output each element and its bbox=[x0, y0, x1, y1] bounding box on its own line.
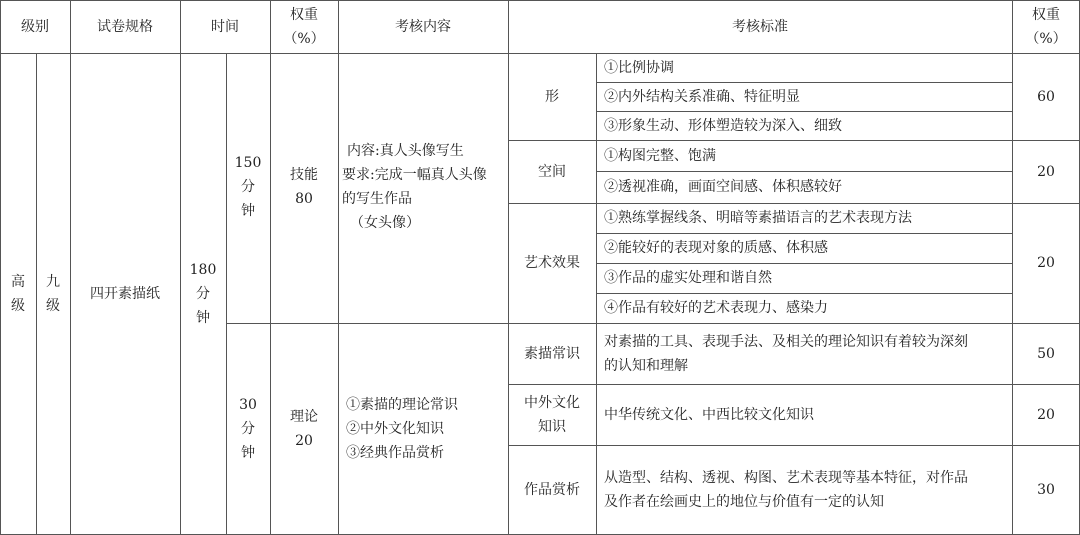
category-culture-knowledge bbox=[508, 384, 596, 445]
section-theory-weight-line: 20 bbox=[295, 433, 313, 449]
criterion-text bbox=[596, 323, 1012, 384]
category-space-weight: 20 bbox=[1037, 163, 1055, 180]
header-time: 时间 bbox=[211, 18, 239, 35]
section-skill-time-line: 分 bbox=[241, 179, 255, 195]
grid-line bbox=[180, 0, 181, 535]
level-major bbox=[0, 53, 36, 535]
grid-line bbox=[596, 293, 1012, 294]
grid-line bbox=[36, 53, 37, 535]
section-theory-content bbox=[338, 323, 508, 535]
header-weight-right-line2: （%） bbox=[1025, 30, 1067, 47]
criterion-text-line: 的认知和理解 bbox=[604, 357, 688, 374]
total-time-line: 钟 bbox=[196, 310, 210, 326]
criterion-text bbox=[596, 445, 1012, 535]
header-paper-spec: 试卷规格 bbox=[97, 18, 153, 35]
category-shape-weight: 60 bbox=[1037, 88, 1055, 105]
header-standard: 考核标准 bbox=[732, 18, 788, 35]
grid-line bbox=[596, 53, 597, 535]
paper-spec: 四开素描纸 bbox=[90, 286, 160, 302]
grid-line bbox=[596, 171, 1012, 172]
section-skill-content-line: 要求:完成一幅真人头像 bbox=[342, 167, 487, 183]
category-artistic-effect-weight: 20 bbox=[1037, 255, 1055, 271]
header-weight-right bbox=[1012, 0, 1080, 53]
criterion-item: ①比例协调 bbox=[604, 59, 674, 76]
grid-line bbox=[226, 323, 1080, 324]
criterion-item: ②内外结构关系准确、特征明显 bbox=[604, 88, 800, 105]
criterion-text-line: 从造型、结构、透视、构图、艺术表现等基本特征，对作品 bbox=[604, 470, 968, 486]
section-theory-weight-line: 理论 bbox=[290, 409, 318, 425]
grid-line bbox=[0, 53, 1080, 54]
grid-line bbox=[0, 0, 1, 535]
header-level: 级别 bbox=[21, 18, 49, 35]
criterion-item: ③作品的虚实处理和谐自然 bbox=[604, 270, 772, 286]
category-culture-knowledge-line: 中外文化 bbox=[524, 394, 580, 411]
section-skill-content-line: （女头像） bbox=[350, 215, 420, 231]
grid-line bbox=[508, 140, 1080, 141]
section-skill-content-line: 的写生作品 bbox=[342, 191, 412, 207]
section-skill-content bbox=[338, 53, 508, 323]
category-sketch-knowledge: 素描常识 bbox=[524, 345, 580, 362]
criterion-item: ③形象生动、形体塑造较为深入、细致 bbox=[604, 117, 842, 134]
category-sketch-knowledge-weight: 50 bbox=[1037, 345, 1055, 362]
total-time-line: 180 bbox=[189, 262, 217, 278]
section-skill-weight bbox=[270, 53, 338, 323]
section-skill-weight-line: 80 bbox=[295, 191, 313, 207]
section-theory-time-line: 分 bbox=[241, 421, 255, 437]
criterion-item: ①熟练掌握线条、明暗等素描语言的艺术表现方法 bbox=[604, 210, 912, 226]
level-major-char: 级 bbox=[11, 298, 25, 314]
section-theory-time-line: 30 bbox=[239, 397, 257, 413]
criterion-item: ①构图完整、饱满 bbox=[604, 147, 716, 164]
level-major-char: 高 bbox=[11, 274, 25, 290]
level-minor-char: 级 bbox=[46, 298, 60, 314]
section-theory-content-line: ②中外文化知识 bbox=[346, 421, 444, 437]
criterion-text: 中华传统文化、中西比较文化知识 bbox=[604, 406, 814, 423]
section-theory-weight bbox=[270, 323, 338, 535]
section-skill-time-line: 钟 bbox=[241, 203, 255, 219]
category-culture-knowledge-line: 知识 bbox=[538, 418, 566, 435]
grid-line bbox=[270, 0, 271, 535]
section-theory-time bbox=[226, 323, 270, 535]
section-skill-weight-line: 技能 bbox=[290, 167, 318, 183]
category-artistic-effect: 艺术效果 bbox=[524, 255, 580, 271]
section-theory-content-line: ①素描的理论常识 bbox=[346, 397, 458, 413]
grid-line bbox=[508, 445, 1080, 446]
grid-line bbox=[508, 0, 509, 535]
criterion-text-line: 对素描的工具、表现手法、及相关的理论知识有着较为深刻 bbox=[604, 333, 968, 350]
level-minor-char: 九 bbox=[46, 274, 60, 290]
grid-line bbox=[508, 384, 1080, 385]
grid-line bbox=[508, 203, 1080, 204]
section-skill-time bbox=[226, 53, 270, 323]
criterion-item: ②能较好的表现对象的质感、体积感 bbox=[604, 240, 828, 256]
header-weight-right-line1: 权重 bbox=[1032, 6, 1060, 23]
section-skill-time-line: 150 bbox=[234, 155, 262, 171]
level-minor bbox=[36, 53, 70, 535]
header-weight-left-line2: （%） bbox=[283, 30, 325, 47]
grid-line bbox=[596, 111, 1012, 112]
total-time bbox=[180, 53, 226, 535]
grid-line bbox=[0, 0, 1080, 1]
criterion-item: ②透视准确，画面空间感、体积感较好 bbox=[604, 179, 842, 195]
grid-line bbox=[338, 0, 339, 535]
category-space: 空间 bbox=[538, 163, 566, 180]
criterion-text-line: 及作者在绘画史上的地位与价值有一定的认知 bbox=[604, 494, 884, 510]
grid-line bbox=[226, 53, 227, 535]
criterion-item: ④作品有较好的艺术表现力、感染力 bbox=[604, 300, 828, 316]
header-weight-left-line1: 权重 bbox=[290, 6, 318, 23]
total-time-line: 分 bbox=[196, 286, 210, 302]
section-theory-content-line: ③经典作品赏析 bbox=[346, 445, 444, 461]
category-artwork-appreciation: 作品赏析 bbox=[524, 482, 580, 498]
grid-line bbox=[596, 263, 1012, 264]
header-content: 考核内容 bbox=[395, 18, 451, 35]
category-shape: 形 bbox=[545, 88, 559, 105]
category-culture-knowledge-weight: 20 bbox=[1037, 406, 1055, 423]
header-weight-left bbox=[270, 0, 338, 53]
grid-line bbox=[596, 82, 1012, 83]
grid-line bbox=[596, 233, 1012, 234]
section-skill-content-line: 内容:真人头像写生 bbox=[347, 143, 464, 159]
grid-line bbox=[1012, 0, 1013, 535]
category-artwork-appreciation-weight: 30 bbox=[1037, 482, 1055, 498]
section-theory-time-line: 钟 bbox=[241, 445, 255, 461]
grid-line bbox=[70, 0, 71, 535]
